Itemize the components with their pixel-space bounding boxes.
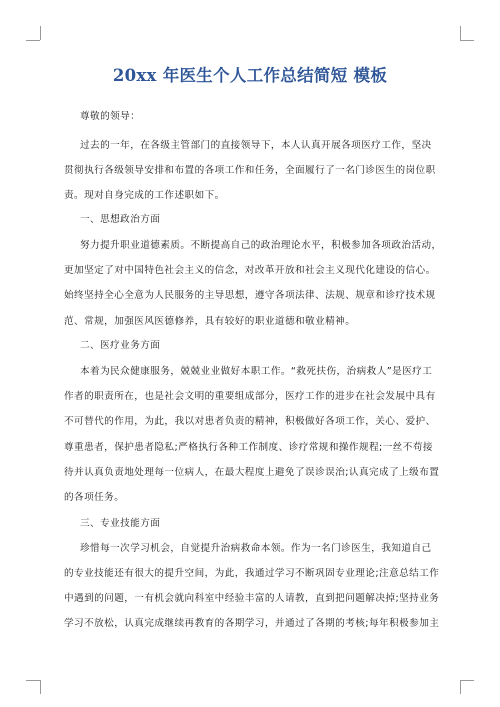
crop-mark-top-right <box>460 40 474 41</box>
document-title: 20xx 年医生个人工作总结简短 模板 <box>112 66 388 85</box>
crop-mark-top-left <box>26 40 40 41</box>
crop-mark-bottom-right <box>460 680 461 694</box>
intro-line: 贯彻执行各级领导安排和布置的各项工作和任务，全面履行了一名门诊医生的岗位职 <box>64 165 436 176</box>
body-line: 尊重患者，保护患者隐私;严格执行各种工作制度、诊疗常规和操作规程;一丝不苟接 <box>64 442 433 453</box>
body-line: 更加坚定了对中国特色社会主义的信念，对改革开放和社会主义现代化建设的信心。 <box>64 265 436 276</box>
body-line: 珍惜每一次学习机会，自觉提升治病救命本领。作为一名门诊医生，我知道自己 <box>80 543 432 554</box>
crop-mark-bottom-left <box>40 680 41 694</box>
crop-mark-bottom-left <box>26 680 40 681</box>
body-line: 始终坚持全心全意为人民服务的主导思想，遵守各项法律、法规、规章和诊疗技术规 <box>64 290 436 301</box>
body-line: 本着为民众健康服务，兢兢业业做好本职工作。“救死扶伤，治病救人”是医疗工 <box>80 366 433 377</box>
section-heading: 三、专业技能方面 <box>80 518 161 529</box>
body-line: 学习不放松，认真完成继续再教育的各期学习，并通过了各期的考核;每年积极参加主 <box>64 618 440 629</box>
section-heading: 一、思想政治方面 <box>80 214 161 225</box>
body-line: 不可替代的作用，为此，我以对患者负责的精神，积极做好各项工作，关心、爱护、 <box>64 416 436 427</box>
body-line: 范、常规，加强医风医德修养，具有较好的职业道德和敬业精神。 <box>64 316 356 327</box>
crop-mark-top-left <box>40 26 41 40</box>
salutation: 尊敬的领导： <box>80 111 141 122</box>
section-heading: 二、医疗业务方面 <box>80 340 161 351</box>
body-line: 努力提升职业道德素质。不断提高自己的政治理论水平，积极参加各项政治活动， <box>80 240 442 251</box>
crop-mark-bottom-right <box>460 680 474 681</box>
crop-mark-top-right <box>460 26 461 40</box>
intro-line: 责。现对自身完成的工作述职如下。 <box>64 190 225 201</box>
body-line: 作者的职责所在，也是社会文明的重要组成部分，医疗工作的进步在社会发展中具有 <box>64 391 436 402</box>
intro-line: 过去的一年，在各级主管部门的直接领导下，本人认真开展各项医疗工作，坚决 <box>80 140 432 151</box>
body-line: 待并认真负责地处理每一位病人，在最大程度上避免了误诊误治;认真完成了上级布置 <box>64 467 440 478</box>
body-line: 的各项任务。 <box>64 492 125 503</box>
body-line: 中遇到的问题，一有机会就向科室中经验丰富的人请教，直到把问题解决掉;坚持业务 <box>64 593 440 604</box>
body-line: 的专业技能还有很大的提升空间，为此，我通过学习不断巩固专业理论;注意总结工作 <box>64 568 440 579</box>
